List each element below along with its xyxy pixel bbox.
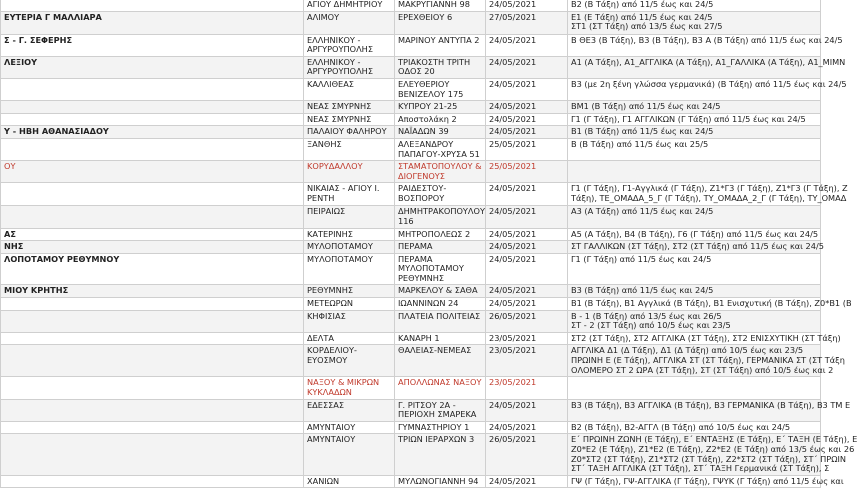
date-cell: 24/05/2021 (486, 298, 568, 311)
classes-cell: Γ1 (Γ Τάξη), Γ1-Αγγλικά (Γ Τάξη), Ζ1*Γ3 (Γ Τάξη), Ζ1*Γ3 (Γ Τάξη), Ζ Τάξη), ΤΕ_ΟΜΑΔΑ_5_Γ (Γ Τάξη), ΤΥ_ΟΜΑΔΑ_2_Γ (Γ Τάξη), ΤΥ_ΟΜΑΔ (568, 183, 821, 206)
school-name-cell: ΛΕΞΙΟΥ (1, 56, 304, 78)
area-cell: ΜΥΛΟΠΟΤΑΜΟΥ (304, 241, 395, 254)
address-cell: Γ. ΡΙΤΣΟΥ 2Α - ΠΕΡΙΟΧΗ ΣΜΑΡΕΚΑ (395, 399, 486, 421)
date-cell: 26/05/2021 (486, 434, 568, 475)
address-cell: ΣΤΑΜΑΤΟΠΟΥΛΟΥ & ΔΙΟΓΕΝΟΥΣ (395, 161, 486, 183)
area-cell: ΠΑΛΑΙΟΥ ΦΑΛΗΡΟΥ (304, 126, 395, 139)
date-cell: 24/05/2021 (486, 34, 568, 56)
date-cell: 24/05/2021 (486, 285, 568, 298)
area-cell: ΝΕΑΣ ΣΜΥΡΝΗΣ (304, 113, 395, 126)
classes-cell: Α3 (Α Τάξη) από 11/5 έως και 24/5 (568, 206, 821, 228)
address-cell: Αποστολάκη 2 (395, 113, 486, 126)
address-cell: ΓΥΜΝΑΣΤΗΡΙΟΥ 1 (395, 421, 486, 434)
school-name-cell (1, 183, 304, 206)
area-cell: ΕΛΛΗΝΙΚΟΥ - ΑΡΓΥΡΟΥΠΟΛΗΣ (304, 56, 395, 78)
area-cell: ΝΕΑΣ ΣΜΥΡΝΗΣ (304, 101, 395, 114)
date-cell: 24/05/2021 (486, 126, 568, 139)
table-row (1, 434, 821, 475)
area-cell: ΜΕΤΕΩΡΩΝ (304, 298, 395, 311)
date-cell: 24/05/2021 (486, 101, 568, 114)
address-cell: ΜΑΡΚΕΛΟΥ & ΣΑΘΑ (395, 285, 486, 298)
area-cell: ΑΛΙΜΟΥ (304, 11, 395, 34)
school-name-cell (1, 0, 304, 11)
school-name-cell: ΝΗΣ (1, 241, 304, 254)
school-name-cell (1, 310, 304, 332)
date-cell: 26/05/2021 (486, 310, 568, 332)
classes-cell: Β (Β Τάξη) από 11/5 έως και 25/5 (568, 138, 821, 160)
area-cell: ΚΑΛΛΙΘΕΑΣ (304, 78, 395, 100)
address-cell: ΡΑΙΔΕΣΤΟΥ-ΒΟΣΠΟΡΟΥ (395, 183, 486, 206)
table-row (1, 310, 821, 332)
date-cell: 24/05/2021 (486, 0, 568, 11)
classes-cell: Β - 1 (Β Τάξη) από 13/5 έως και 26/5 ΣΤ - 2 (ΣΤ Τάξη) από 10/5 έως και 23/5 (568, 310, 821, 332)
area-cell: ΕΛΛΗΝΙΚΟΥ - ΑΡΓΥΡΟΥΠΟΛΗΣ (304, 34, 395, 56)
area-cell: ΞΑΝΘΗΣ (304, 138, 395, 160)
address-cell: ΜΥΛΩΝΟΓΙΑΝΝΗ 94 (395, 475, 486, 488)
area-cell: ΑΜΥΝΤΑΙΟΥ (304, 434, 395, 475)
school-name-cell (1, 475, 304, 488)
date-cell: 24/05/2021 (486, 421, 568, 434)
school-name-cell (1, 298, 304, 311)
address-cell: ΤΡΙΩΝ ΙΕΡΑΡΧΩΝ 3 (395, 434, 486, 475)
school-name-cell: ΕΥΤΕΡΙΑ Γ ΜΑΛΛΙΑΡΑ (1, 11, 304, 34)
date-cell: 24/05/2021 (486, 475, 568, 488)
table-row (1, 475, 821, 488)
table-row (1, 56, 821, 78)
table-row (1, 138, 821, 160)
school-name-cell (1, 101, 304, 114)
table-row (1, 377, 821, 399)
address-cell: ΕΡΕΧΘΕΙΟΥ 6 (395, 11, 486, 34)
area-cell: ΔΕΛΤΑ (304, 332, 395, 345)
table-row (1, 11, 821, 34)
date-cell: 24/05/2021 (486, 206, 568, 228)
classes-cell: Ε1 (Ε Τάξη) από 11/5 έως και 24/5 ΣΤ1 (ΣΤ Τάξη) από 13/5 έως και 27/5 (568, 11, 821, 34)
classes-cell: Β3 (Β Τάξη) από 11/5 έως και 24/5 (568, 285, 821, 298)
table-row (1, 161, 821, 183)
classes-cell: ΑΓΓΛΙΚΑ Δ1 (Δ Τάξη), Δ1 (Δ Τάξη) από 10/5 έως και 23/5 ΠΡΩΙΝΗ Ε (Ε Τάξη), ΑΓΓΛΙΚΑ ΣΤ (ΣΤ Τάξη), ΓΕΡΜΑΝΙΚΑ ΣΤ (ΣΤ Τάξη ΟΛΟΜΕΡΟ ΣΤ 2 ΩΡΑ (ΣΤ Τάξη), ΣΤ (ΣΤ Τάξη) από 10/5 έως και 2 (568, 345, 821, 377)
date-cell: 23/05/2021 (486, 345, 568, 377)
area-cell: ΑΜΥΝΤΑΙΟΥ (304, 421, 395, 434)
date-cell: 24/05/2021 (486, 253, 568, 285)
address-cell: ΔΗΜΗΤΡΑΚΟΠΟΥΛΟΥ 116 (395, 206, 486, 228)
table-row (1, 285, 821, 298)
classes-cell: Β1 (Β Τάξη), Β1 Αγγλικά (Β Τάξη), Β1 Ενισχυτική (Β Τάξη), Ζ0*Β1 (Β (568, 298, 821, 311)
classes-cell: Γ1 (Γ Τάξη), Γ1 ΑΓΓΛΙΚΩΝ (Γ Τάξη) από 11/5 έως και 24/5 (568, 113, 821, 126)
table-row (1, 113, 821, 126)
school-name-cell (1, 332, 304, 345)
table-row (1, 34, 821, 56)
classes-cell: Β3 (με 2η ξένη γλώσσα γερμανικά) (Β Τάξη) από 11/5 έως και 24/5 (568, 78, 821, 100)
table-row (1, 78, 821, 100)
table-row (1, 241, 821, 254)
date-cell: 23/05/2021 (486, 332, 568, 345)
school-name-cell (1, 421, 304, 434)
school-name-cell (1, 399, 304, 421)
date-cell: 24/05/2021 (486, 399, 568, 421)
area-cell: ΕΔΕΣΣΑΣ (304, 399, 395, 421)
table-row (1, 298, 821, 311)
address-cell: ΑΠΟΛΛΩΝΑΣ ΝΑΞΟΥ (395, 377, 486, 399)
area-cell: ΧΑΝΙΩΝ (304, 475, 395, 488)
area-cell: ΜΥΛΟΠΟΤΑΜΟΥ (304, 253, 395, 285)
date-cell: 25/05/2021 (486, 138, 568, 160)
table-row (1, 183, 821, 206)
address-cell: ΤΡΙΑΚΟΣΤΗ ΤΡΙΤΗ ΟΔΟΣ 20 (395, 56, 486, 78)
table-row (1, 345, 821, 377)
results-table-body (1, 0, 857, 488)
table-row (1, 228, 821, 241)
area-cell: ΝΙΚΑΙΑΣ - ΑΓΙΟΥ Ι. ΡΕΝΤΗ (304, 183, 395, 206)
school-name-cell: Σ - Γ. ΣΕΦΕΡΗΣ (1, 34, 304, 56)
school-name-cell: ΛΟΠΟΤΑΜΟΥ ΡΕΘΥΜΝΟΥ (1, 253, 304, 285)
date-cell: 24/05/2021 (486, 183, 568, 206)
table-row (1, 421, 821, 434)
area-cell: ΚΑΤΕΡΙΝΗΣ (304, 228, 395, 241)
date-cell: 24/05/2021 (486, 78, 568, 100)
classes-cell: Β1 (Β Τάξη) από 11/5 έως και 24/5 (568, 126, 821, 139)
table-row (1, 253, 821, 285)
date-cell: 24/05/2021 (486, 241, 568, 254)
area-cell: ΝΑΞΟΥ & ΜΙΚΡΩΝ ΚΥΚΛΑΔΩΝ (304, 377, 395, 399)
date-cell: 24/05/2021 (486, 228, 568, 241)
date-cell: 27/05/2021 (486, 11, 568, 34)
school-name-cell (1, 377, 304, 399)
school-name-cell (1, 138, 304, 160)
table-row (1, 101, 821, 114)
address-cell: ΠΕΡΑΜΑ ΜΥΛΟΠΟΤΑΜΟΥ ΡΕΘΥΜΝΗΣ (395, 253, 486, 285)
area-cell: ΚΗΦΙΣΙΑΣ (304, 310, 395, 332)
date-cell: 24/05/2021 (486, 56, 568, 78)
school-name-cell (1, 345, 304, 377)
classes-cell: ΓΨ (Γ Τάξη), ΓΨ-ΑΓΓΛΙΚΑ (Γ Τάξη), ΓΨΥΚ (Γ Τάξη) από 11/5 έως και (568, 475, 821, 488)
classes-cell: Β ΘΕ3 (Β Τάξη), Β3 (Β Τάξη), Β3 Α (Β Τάξη) από 11/5 έως και 24/5 (568, 34, 821, 56)
table-row (1, 399, 821, 421)
date-cell: 25/05/2021 (486, 161, 568, 183)
school-name-cell (1, 78, 304, 100)
address-cell: ΜΑΚΡΥΓΙΑΝΝΗ 98 (395, 0, 486, 11)
table-row (1, 126, 821, 139)
area-cell: ΠΕΙΡΑΙΩΣ (304, 206, 395, 228)
address-cell: ΚΥΠΡΟΥ 21-25 (395, 101, 486, 114)
table-row (1, 0, 821, 11)
area-cell: ΚΟΡΥΔΑΛΛΟΥ (304, 161, 395, 183)
classes-cell: ΣΤ2 (ΣΤ Τάξη), ΣΤ2 ΑΓΓΛΙΚΑ (ΣΤ Τάξη), ΣΤ2 ΕΝΙΣΧΥΤΙΚΗ (ΣΤ Τάξη) (568, 332, 821, 345)
date-cell: 24/05/2021 (486, 113, 568, 126)
classes-cell (568, 377, 821, 399)
address-cell: ΙΩΑΝΝΙΝΩΝ 24 (395, 298, 486, 311)
school-name-cell (1, 113, 304, 126)
classes-cell: ΒΜ1 (Β Τάξη) από 11/5 έως και 24/5 (568, 101, 821, 114)
table-row (1, 206, 821, 228)
area-cell: ΑΓΙΟΥ ΔΗΜΗΤΡΙΟΥ (304, 0, 395, 11)
school-name-cell (1, 206, 304, 228)
classes-cell: Α1 (Α Τάξη), Α1_ΑΓΓΛΙΚΑ (Α Τάξη), Α1_ΓΑΛΛΙΚΑ (Α Τάξη), Α1_ΜΙΜΝ (568, 56, 821, 78)
classes-cell: ΣΤ ΓΑΛΛΙΚΩΝ (ΣΤ Τάξη), ΣΤ2 (ΣΤ Τάξη) από 11/5 έως και 24/5 (568, 241, 821, 254)
area-cell: ΚΟΡΔΕΛΙΟΥ-ΕΥΟΣΜΟΥ (304, 345, 395, 377)
area-cell: ΡΕΘΥΜΝΗΣ (304, 285, 395, 298)
school-name-cell: ΜΙΟΥ ΚΡΗΤΗΣ (1, 285, 304, 298)
address-cell: ΜΑΡΙΝΟΥ ΑΝΤΥΠΑ 2 (395, 34, 486, 56)
address-cell: ΜΗΤΡΟΠΟΛΕΩΣ 2 (395, 228, 486, 241)
school-name-cell: ΑΣ (1, 228, 304, 241)
classes-cell (568, 161, 821, 183)
school-name-cell: Υ - ΗΒΗ ΑΘΑΝΑΣΙΑΔΟΥ (1, 126, 304, 139)
address-cell: ΠΛΑΤΕΙΑ ΠΟΛΙΤΕΙΑΣ (395, 310, 486, 332)
table-row (1, 332, 821, 345)
classes-cell: Β2 (Β Τάξη), Β2-ΑΓΓΛ (Β Τάξη) από 10/5 έως και 24/5 (568, 421, 821, 434)
date-cell: 23/05/2021 (486, 377, 568, 399)
classes-cell: Β2 (Β Τάξη) από 11/5 έως και 24/5 (568, 0, 821, 11)
address-cell: ΕΛΕΥΘΕΡΙΟΥ ΒΕΝΙΖΕΛΟΥ 175 (395, 78, 486, 100)
address-cell: ΝΑΪΑΔΩΝ 39 (395, 126, 486, 139)
classes-cell: Α5 (Α Τάξη), Β4 (Β Τάξη), Γ6 (Γ Τάξη) από 11/5 έως και 24/5 (568, 228, 821, 241)
classes-cell: Β3 (Β Τάξη), Β3 ΑΓΓΛΙΚΑ (Β Τάξη), Β3 ΓΕΡΜΑΝΙΚΑ (Β Τάξη), Β3 ΤΜ Ε (568, 399, 821, 421)
school-name-cell: ΟΥ (1, 161, 304, 183)
classes-cell: Γ1 (Γ Τάξη) από 11/5 έως και 24/5 (568, 253, 821, 285)
address-cell: ΚΑΝΑΡΗ 1 (395, 332, 486, 345)
address-cell: ΑΛΕΞΑΝΔΡΟΥ ΠΑΠΑΓΟΥ-ΧΡΥΣΑ 51 (395, 138, 486, 160)
address-cell: ΠΕΡΑΜΑ (395, 241, 486, 254)
address-cell: ΘΑΛΕΙΑΣ-ΝΕΜΕΑΣ (395, 345, 486, 377)
classes-cell: Ε΄ ΠΡΩΙΝΗ ΖΩΝΗ (Ε Τάξη), Ε΄ ΕΝΤΑΞΗΣ (Ε Τάξη), Ε΄ ΤΑΞΗ (Ε Τάξη), Ε Ζ0*Ε2 (Ε Τάξη), Ζ1*Ε2 (Ε Τάξη), Ζ2*Ε2 (Ε Τάξη) από 13/5 έως και 26 Ζ0*ΣΤ2 (ΣΤ Τάξη), Ζ1*ΣΤ2 (ΣΤ Τάξη), Ζ2*ΣΤ2 (ΣΤ Τάξη), ΣΤ΄ ΠΡΩΙΝ ΣΤ΄ ΤΑΞΗ ΑΓΓΛΙΚΑ (ΣΤ Τάξη), ΣΤ΄ ΤΑΞΗ Γερμανικά (ΣΤ Τάξη), Σ (568, 434, 821, 475)
school-name-cell (1, 434, 304, 475)
